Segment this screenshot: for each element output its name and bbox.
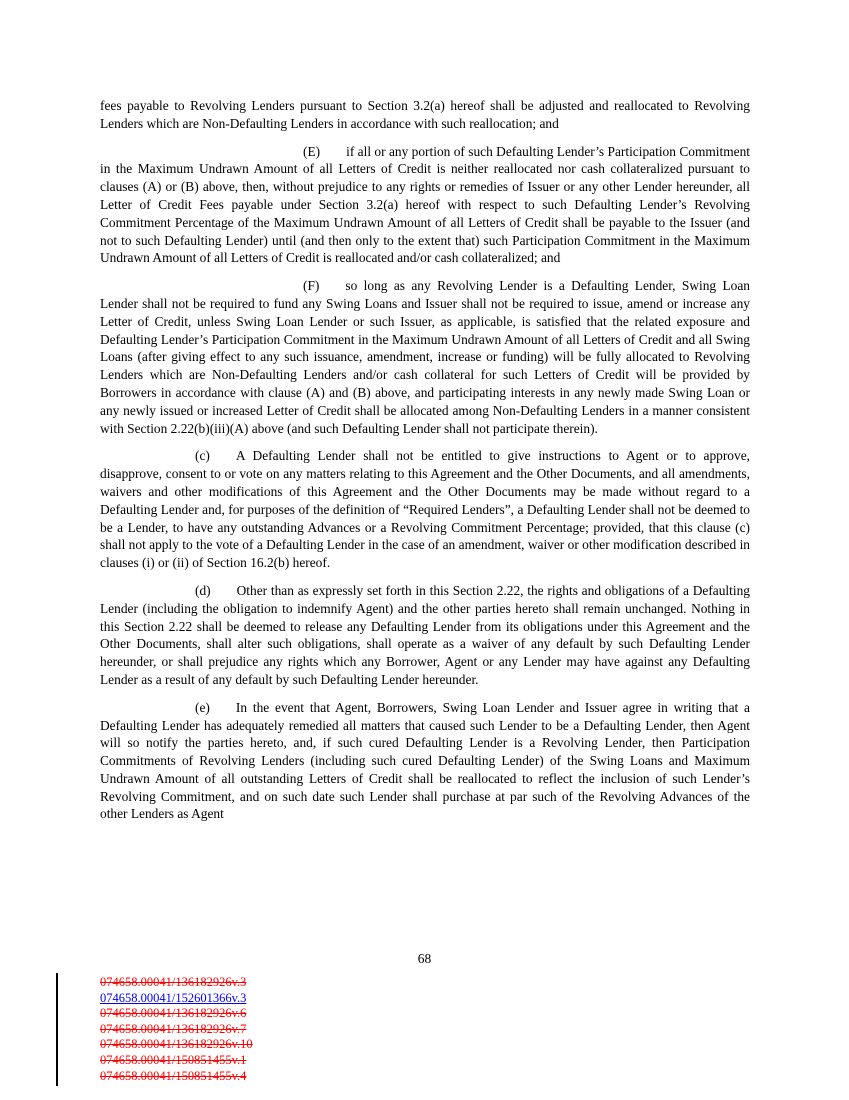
paragraph-text: In the event that Agent, Borrowers, Swing Loan Lender and Issuer agree in writing that a Defaulting Lender has adequately remedied all matters that caused such Lender to be a Defaulting Lender, then Agent will so notify the parties hereto, and, if such cured Defaulting Lender is a Revolving Lender, then Participation Commitments of Revolving Lenders (including such cured Defaulting Lender) of the Swing Loans and Maximum Undrawn Amount of all outstanding Letters of Credit shall be reallocated to reflect the inclusion of such Lender’s Revolving Commitment, and on such date such Lender shall purchase at par such of the Revolving Advances of the other Lenders as Agent bbox=[100, 699, 750, 822]
paragraph-label: (F) bbox=[303, 278, 320, 294]
version-stamp-deleted: 074658.00041/136182926v.6 bbox=[100, 1006, 247, 1021]
paragraph-text: A Defaulting Lender shall not be entitled to give instructions to Agent or to approve, disapprove, consent to or vote on any matters relating to this Agreement and the Other Documents, and all amendments, waivers and other modifications of this Agreement and the Other Documents may be made without regard to a Defaulting Lender and, for purposes of the definition of “Required Lenders”, a Defaulting Lender shall not be deemed to be a Lender, to have any outstanding Advances or a Revolving Commitment Percentage; provided, that this clause (c) shall not apply to the vote of a Defaulting Lender in the case of an amendment, waiver or other modification described in clauses (i) or (ii) of Section 16.2(b) hereof. bbox=[100, 448, 750, 571]
paragraph bbox=[100, 277, 750, 437]
version-stamp-deleted: 074658.00041/136182926v.3 bbox=[100, 975, 247, 989]
paragraph bbox=[100, 143, 750, 268]
paragraph-label: (d) bbox=[195, 582, 211, 598]
version-stamp-deleted: 074658.00041/150851455v.4 bbox=[100, 1068, 247, 1083]
revision-change-bar bbox=[56, 973, 58, 1086]
version-stamp-deleted: 074658.00041/150851455v.1 bbox=[100, 1052, 247, 1067]
version-stamp-deleted: 074658.00041/136182926v.7 bbox=[100, 1021, 247, 1036]
page-number: 68 bbox=[417, 951, 432, 966]
paragraph bbox=[100, 699, 750, 824]
paragraph-text: Other than as expressly set forth in this Section 2.22, the rights and obligations of a Defaulting Lender (including the obligation to indemnify Agent) and the other parties hereto shall remain unchanged. Nothing in this Section 2.22 shall be deemed to release any Defaulting Lender from its obligations under this Agreement and the Other Documents, shall alter such obligations, shall operate as a waiver of any default by such Defaulting Lender hereunder, or shall prejudice any rights which any Borrower, Agent or any Lender may have against any Defaulting Lender as a result of any default by such Defaulting Lender hereunder. bbox=[100, 582, 750, 687]
paragraph-text: so long as any Revolving Lender is a Defaulting Lender, Swing Loan Lender shall not be required to fund any Swing Loans and Issuer shall not be required to issue, amend or increase any Letter of Credit, unless Swing Loan Lender or such Issuer, as applicable, is satisfied that the related exposure and Defaulting Lender’s Participation Commitment in the Maximum Undrawn Amount of all Letters of Credit and all Swing Loans (after giving effect to any such issuance, amendment, increase or funding) will be fully allocated to Revolving Lenders which are Non-Defaulting Lenders and/or cash collateral for such Letters of Credit will be provided by Borrowers in accordance with clause (A) and (B) above, and participating interests in any newly made Swing Loan or any newly issued or increased Letter of Credit shall be allocated among Non-Defaulting Lenders in a manner consistent with Section 2.22(b)(iii)(A) above (and such Defaulting Lender shall not participate therein). bbox=[100, 278, 750, 436]
paragraph-label: (e) bbox=[195, 699, 210, 715]
paragraph bbox=[100, 582, 750, 689]
page-body bbox=[100, 97, 750, 823]
paragraph bbox=[100, 447, 750, 572]
footer-version-stamps bbox=[100, 975, 253, 1084]
paragraph-label: (c) bbox=[195, 448, 210, 464]
paragraph-text: if all or any portion of such Defaulting Lender’s Participation Commitment in the Maximum Undrawn Amount of all Letters of Credit is neither reallocated nor cash collateralized pursuant to clauses (A) or (B) above, then, without prejudice to any rights or remedies of Issuer or any other Lender hereunder, all Letter of Credit Fees payable under Section 3.2(a) hereof with respect to such Defaulting Lender’s Revolving Commitment Percentage of the Maximum Undrawn Amount of all Letters of Credit shall be payable to the Issuer (and not to such Defaulting Lender) until (and then only to the extent that) such Participation Commitment in the Maximum Undrawn Amount of all Letters of Credit is reallocated and/or cash collateralized; and bbox=[100, 143, 750, 266]
version-stamp-inserted: 074658.00041/152601366v.3 bbox=[100, 990, 247, 1005]
paragraph-text: fees payable to Revolving Lenders pursuant to Section 3.2(a) hereof shall be adjusted and reallocated to Revolving Lenders which are Non-Defaulting Lenders in accordance with such reallocation; and bbox=[100, 98, 750, 131]
paragraph bbox=[100, 97, 750, 133]
paragraph-label: (E) bbox=[303, 143, 321, 159]
version-stamp-deleted: 074658.00041/136182926v.10 bbox=[100, 1037, 253, 1052]
